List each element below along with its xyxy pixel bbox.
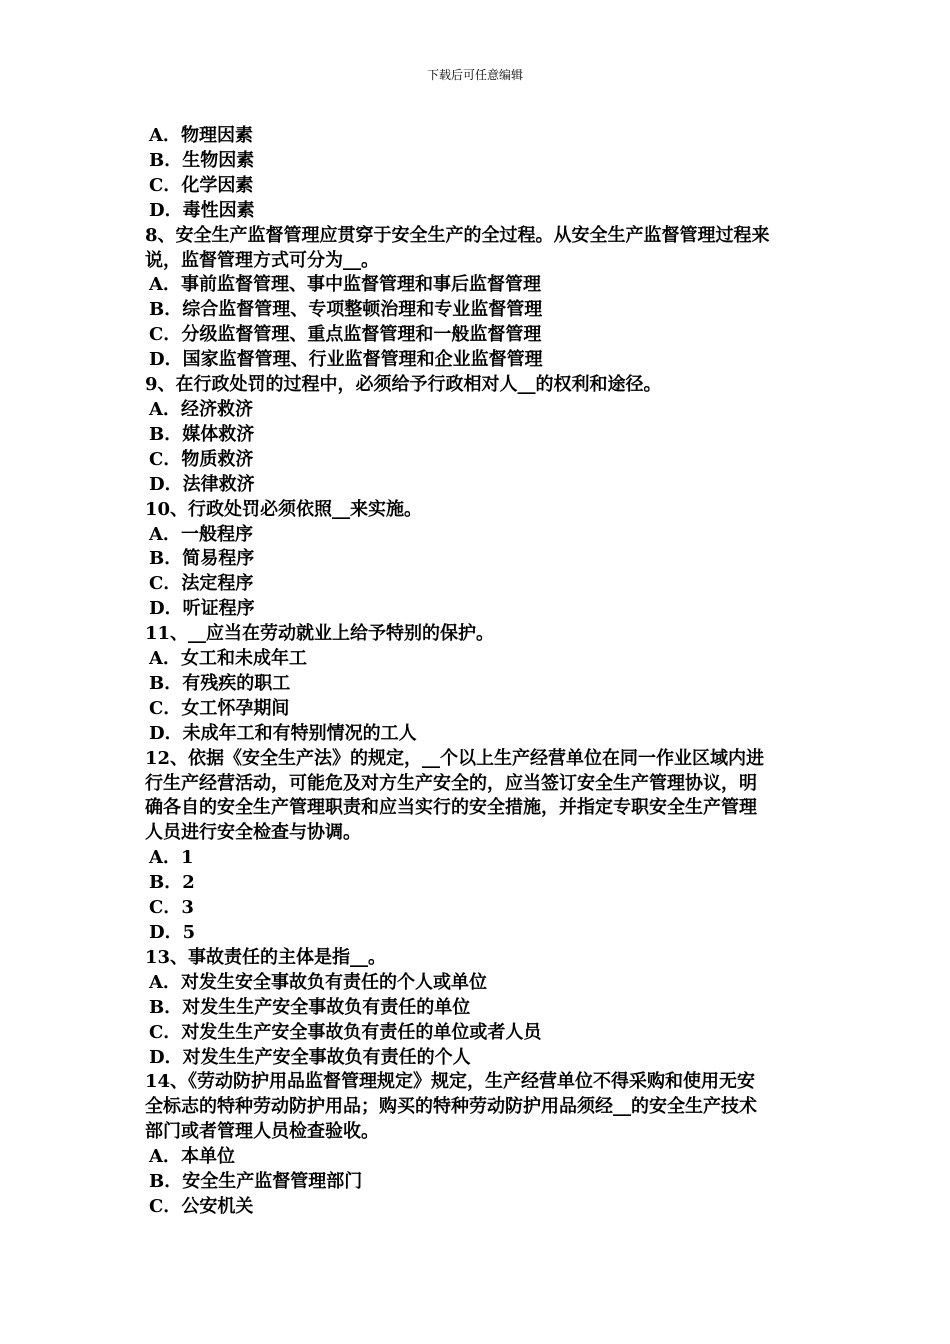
answer-option: B．有残疾的职工 <box>149 672 291 694</box>
answer-option: D．法律救济 <box>149 473 255 495</box>
answer-option: C．女工怀孕期间 <box>149 697 290 719</box>
question-text: 11、__应当在劳动就业上给予特别的保护。 <box>145 623 495 645</box>
question-text: 行生产经营活动，可能危及对方生产安全的，应当签订安全生产管理协议，明 <box>145 772 757 794</box>
question-text: 12、依据《安全生产法》的规定，__个以上生产经营单位在同一作业区域内进 <box>145 747 765 769</box>
answer-option: B．媒体救济 <box>149 423 255 445</box>
answer-option: B．安全生产监督管理部门 <box>149 1171 363 1193</box>
answer-option: B．生物因素 <box>149 149 255 171</box>
document-body <box>145 124 810 1220</box>
answer-option: C．法定程序 <box>149 573 254 595</box>
question-text: 人员进行安全检查与协调。 <box>145 822 361 844</box>
answer-option: C．对发生生产安全事故负有责任的单位或者人员 <box>149 1021 542 1043</box>
answer-option: A．物理因素 <box>149 125 253 146</box>
page-header: 下载后可任意编辑 <box>426 68 523 82</box>
question-text: 部门或者管理人员检查验收。 <box>145 1121 379 1143</box>
answer-option: D．国家监督管理、行业监督管理和企业监督管理 <box>149 349 543 371</box>
answer-option: D．5 <box>149 922 196 943</box>
answer-option: A．经济救济 <box>149 398 253 420</box>
question-text: 8、安全生产监督管理应贯穿于安全生产的全过程。从安全生产监督管理过程来 <box>145 224 770 246</box>
answer-option: C．分级监督管理、重点监督管理和一般监督管理 <box>149 324 542 346</box>
answer-option: B．对发生生产安全事故负有责任的单位 <box>149 996 471 1018</box>
answer-option: C．化学因素 <box>149 174 254 196</box>
answer-option: B．综合监督管理、专项整顿治理和专业监督管理 <box>149 299 543 321</box>
answer-option: B．2 <box>149 872 195 894</box>
answer-option: C．公安机关 <box>149 1195 254 1217</box>
answer-option: D．对发生生产安全事故负有责任的个人 <box>149 1046 471 1068</box>
answer-option: A．一般程序 <box>149 523 253 545</box>
answer-option: C．物质救济 <box>149 448 254 470</box>
question-text: 14、《劳动防护用品监督管理规定》规定，生产经营单位不得采购和使用无安 <box>145 1071 756 1093</box>
answer-option: A．事前监督管理、事中监督管理和事后监督管理 <box>149 274 541 296</box>
question-text: 10、行政处罚必须依照__来实施。 <box>145 498 423 520</box>
question-text: 说，监督管理方式可分为__。 <box>145 249 379 271</box>
answer-option: D．毒性因素 <box>149 199 255 221</box>
answer-option: A．女工和未成年工 <box>149 648 307 670</box>
answer-option: D．听证程序 <box>149 598 255 620</box>
answer-option: D．未成年工和有特别情况的工人 <box>149 722 417 744</box>
question-text: 全标志的特种劳动防护用品；购买的特种劳动防护用品须经__的安全生产技术 <box>145 1096 757 1118</box>
answer-option: A．本单位 <box>149 1146 235 1168</box>
question-text: 9、在行政处罚的过程中，必须给予行政相对人__的权利和途径。 <box>145 374 662 396</box>
answer-option: A．1 <box>149 847 194 869</box>
question-text: 确各自的安全生产管理职责和应当实行的安全措施，并指定专职安全生产管理 <box>145 797 757 819</box>
question-text: 13、事故责任的主体是指__。 <box>145 946 387 968</box>
answer-option: C．3 <box>149 897 194 919</box>
answer-option: A．对发生安全事故负有责任的个人或单位 <box>149 971 487 993</box>
answer-option: B．简易程序 <box>149 548 255 570</box>
